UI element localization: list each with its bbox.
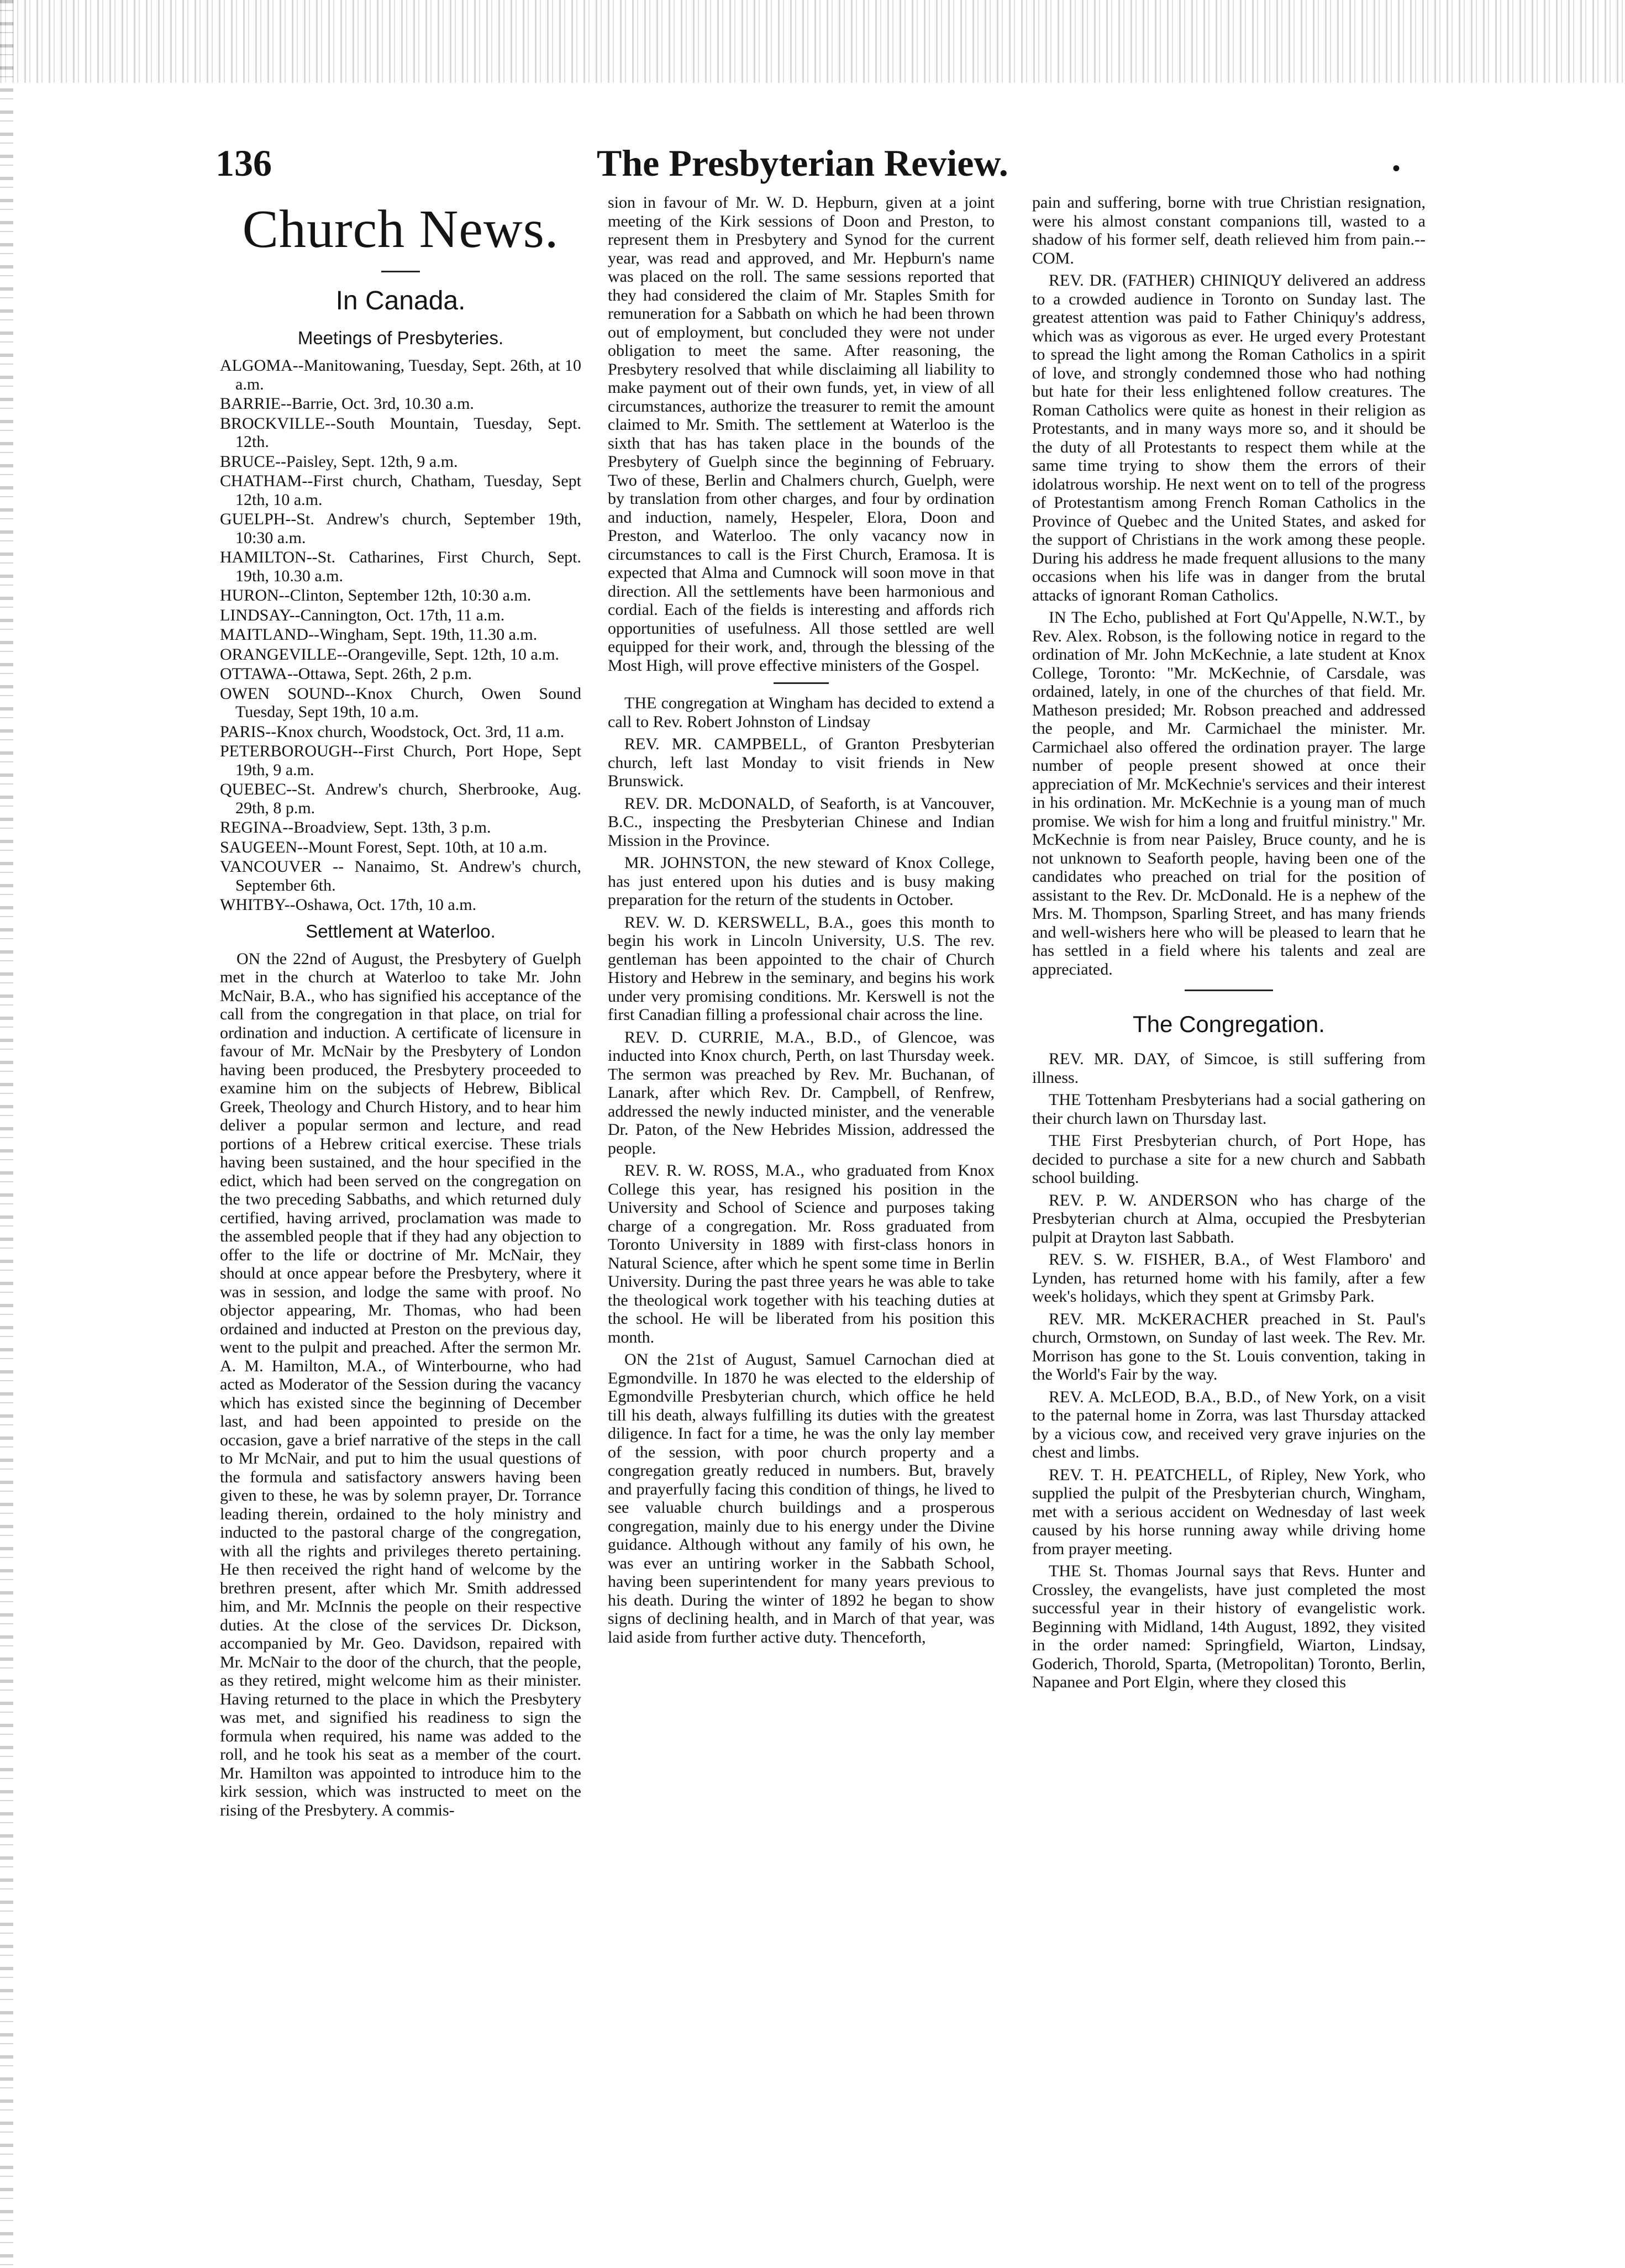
meeting-item: QUEBEC--St. Andrew's church, Sherbrooke, Aug. 29th, 8 p.m. [220,780,581,817]
news-item: IN The Echo, published at Fort Qu'Appelle, N.W.T., by Rev. Alex. Robson, is the following notice in regard to the ordination of Mr. John McKechnie, a late student at Knox College, Toronto: "Mr. McKechnie, of Carsdale, was ordained, lately, in one of the churches of that field. Mr. Matheson presided; Mr. Robson preached and addressed the people, and Mr. Carmichael the minister. Mr. Carmichael also offered the ordination prayer. The large number of people present showed at once their appreciation of Mr. McKechnie's services and their interest in his ordination. Mr. McKechnie is a young man of much promise. We wish for him a long and fruitful ministry." Mr. McKechnie is from near Paisley, Bruce county, and he is not unknown to Seaforth people, having been one of the candidates who preached on trial for the position of assistant to the Rev. Dr. McDonald. He is a nephew of the Mrs. M. Thompson, Sparling Street, and has many friends and well-wishers here who will be pleased to learn that he has settled in a field where his talents and zeal are appreciated. [1032,608,1426,978]
meeting-item: BROCKVILLE--South Mountain, Tuesday, Sept. 12th. [220,414,581,451]
news-item: ON the 21st of August, Samuel Carnochan died at Egmondville. In 1870 he was elected to the eldership of Egmondville Presbyterian church, which office he held till his death, always fulfilling its duties with the greatest diligence. In fact for a time, he was the only lay member of the session, with poor church property and a congregation greatly reduced in numbers. But, bravely and prayerfully facing this condition of things, he lived to see valuable church buildings and a prosperous congregation, mainly due to his energy under the Divine guidance. Although without any family of his own, he was ever an untiring worker in the Sabbath School, having been superintendent for many years previous to his death. During the winter of 1892 he began to show signs of declining health, and in March of that year, was laid aside from further active duty. Thenceforth, [608,1350,995,1646]
congregation-item: THE First Presbyterian church, of Port Hope, has decided to purchase a site for a new church and Sabbath school building. [1032,1132,1426,1187]
section-rule [1185,990,1273,991]
meeting-item: WHITBY--Oshawa, Oct. 17th, 10 a.m. [220,896,477,914]
meeting-item: BRUCE--Paisley, Sept. 12th, 9 a.m. [220,452,458,471]
news-item: MR. JOHNSTON, the new steward of Knox College, has just entered upon his duties and is busy making preparation for the return of the students in October. [608,854,995,909]
meeting-item: VANCOUVER -- Nanaimo, St. Andrew's church, September 6th. [220,857,581,894]
meeting-item: BARRIE--Barrie, Oct. 3rd, 10.30 a.m. [220,394,474,413]
congregation-item: REV. S. W. FISHER, B.A., of West Flamboro' and Lynden, has returned home with his family, after a few week's holidays, which they spent at Grimsby Park. [1032,1250,1426,1306]
page-title: Church News. [242,199,559,259]
title-rule [381,271,420,272]
congregation-item: THE Tottenham Presbyterians had a social gathering on their church lawn on Thursday last. [1032,1091,1426,1128]
column-3 [1032,193,1426,2238]
congregation-item: REV. MR. DAY, of Simcoe, is still suffering from illness. [1032,1050,1426,1087]
news-item: REV. R. W. ROSS, M.A., who graduated from Knox College this year, has resigned his position in the University and School of Science and purposes taking charge of a congregation. Mr. Ross graduated from Toronto University in 1889 with first-class honors in Natural Science, after which he spent some time in Berlin University. During the past three years he was able to take the theological work together with his teaching duties at the school. He will be liberated from his position this month. [608,1161,995,1346]
meeting-item: ALGOMA--Manitowaning, Tuesday, Sept. 26th, at 10 a.m. [220,356,581,393]
meeting-item: HURON--Clinton, September 12th, 10:30 a.m. [220,586,532,604]
meetings-heading: Meetings of Presbyteries. [297,328,504,348]
meeting-item: LINDSAY--Cannington, Oct. 17th, 11 a.m. [220,606,505,624]
scan-noise-left [0,0,13,2268]
meeting-item: OWEN SOUND--Knox Church, Owen Sound Tuesday, Sept 19th, 10 a.m. [220,684,581,721]
meeting-item: HAMILTON--St. Catharines, First Church, Sept. 19th, 10.30 a.m. [220,548,581,585]
news-item: REV. DR. McDONALD, of Seaforth, is at Vancouver, B.C., inspecting the Presbyterian Chinese and Indian Mission in the Province. [608,794,995,850]
congregation-item: REV. A. McLEOD, B.A., B.D., of New York, on a visit to the paternal home in Zorra, was last Thursday attacked by a vicious cow, and received very grave injuries on the chest and limbs. [1032,1387,1426,1461]
meetings-list [220,356,581,914]
meeting-item: GUELPH--St. Andrew's church, September 19th, 10:30 a.m. [220,510,581,547]
news-item: THE congregation at Wingham has decided to extend a call to Rev. Robert Johnston of Lindsay [608,694,995,731]
news-item: REV. DR. (FATHER) CHINIQUY delivered an address to a crowded audience in Toronto on Sunday last. The greatest attention was paid to Father Chiniquy's address, which was as vigorous as ever. He urged every Protestant to spread the light among the Roman Catholics in a spirit of love, and strongly condemned those who had nothing but hate for their less enlightened follow creatures. The Roman Catholics were quite as honest in their religion as Protestants, and in many ways more so, and it should be the duty of all Protestants to respect them while at the same time trying to show them the errors of their idolatrous worship. He next went on to tell of the progress of Protestantism among French Roman Catholics in the Province of Quebec and the United States, and asked for the support of Christians in the work among these people. During his address he made frequent allusions to the many occasions when his life was in danger from the brutal attacks of ignorant Roman Catholics. [1032,271,1426,604]
congregation-item: REV. T. H. PEATCHELL, of Ripley, New York, who supplied the pulpit of the Presbyterian church, Wingham, met with a serious accident on Wednesday of last week caused by his horse running away while driving home from prayer meeting. [1032,1465,1426,1558]
settlement-heading: Settlement at Waterloo. [306,920,496,941]
news-item: REV. W. D. KERSWELL, B.A., goes this month to begin his work in Lincoln University, U.S. The rev. gentleman has been appointed to the chair of Church History and Hebrew in the seminary, and begins his work under very promising conditions. Mr. Kerswell is not the first Canadian filling a professional chair across the line. [608,913,995,1024]
meeting-item: SAUGEEN--Mount Forest, Sept. 10th, at 10 a.m. [220,838,548,856]
congregation-item: THE St. Thomas Journal says that Revs. Hunter and Crossley, the evangelists, have just completed the most successful year in their history of evangelistic work. Beginning with Midland, 14th August, 1892, they visited in the order named: Springfield, Wiarton, Lindsay, Goderich, Thorold, Sparta, (Metropolitan) Toronto, Berlin, Napanee and Port Elgin, where they closed this [1032,1562,1426,1691]
meeting-item: REGINA--Broadview, Sept. 13th, 3 p.m. [220,818,491,836]
congregation-item: REV. MR. McKERACHER preached in St. Paul's church, Ormstown, on Sunday of last week. The Rev. Mr. Morrison has gone to the St. Louis convention, taking in the World's Fair by the way. [1032,1309,1426,1383]
meeting-item: PETERBOROUGH--First Church, Port Hope, Sept 19th, 9 a.m. [220,742,581,779]
settlement-article: ON the 22nd of August, the Presbytery of Guelph met in the church at Waterloo to take Mr. John McNair, B.A., who has signified his acceptance of the call from the congregation in that place, on trial for ordination and induction. A certificate of licensure in favour of Mr. McNair by the Presbytery of London having been produced, the Presbytery proceeded to examine him on the subjects of Hebrew, Biblical Greek, Theology and Church History, and to hear him deliver a popular sermon and lecture, and read portions of a Hebrew critical exercise. These trials having been sustained, and the hour specified in the edict, which had been served on the congregation on the two preceding Sabbaths, and which returned duly certified, having arrived, proclamation was made to the assembled people that if they had any objection to offer to the life or doctrine of Mr. McNair, they should at once appear before the Presbytery, where it was in session, and lodge the same with proof. No objector appearing, Mr. Thomas, who had been ordained and inducted at Preston on the previous day, went to the pulpit and preached. After the sermon Mr. A. M. Hamilton, M.A., of Winterbourne, who had acted as Moderator of the Session during the vacancy which has existed since the beginning of December last, and had been appointed to preside on the occasion, gave a brief narrative of the steps in the call to Mr McNair, and put to him the usual questions of the formula and satisfactory answers having been given to these, he was by solemn prayer, Dr. Torrance leading therein, ordained to the holy ministry and inducted to the pastoral charge of the congregation, with all the rights and privileges thereto pertaining. He then received the right hand of welcome by the brethren present, after which Mr. Smith addressed him, and Mr. McInnis the people on their respective duties. At the close of the services Dr. Dickson, accompanied by Mr. Geo. Davidson, repaired with Mr. McNair to the door of the church, that the people, as they retired, might welcome him as their minister. Having returned to the place in which the Presbytery was met, and signified his readiness to sign the formula when required, his name was added to the roll, and he took his seat as a member of the court. Mr. Hamilton was appointed to introduce him to the kirk session, which was instructed to meet on the rising of the Presbytery. A commis- [220,949,581,1819]
meeting-item: CHATHAM--First church, Chatham, Tuesday, Sept 12th, 10 a.m. [220,472,581,509]
page-number: 136 [215,142,272,184]
settlement-continued: sion in favour of Mr. W. D. Hepburn, given at a joint meeting of the Kirk sessions of Doon and Preston, to represent them in Presbytery and Synod for the current year, was read and approved, and Mr. Hepburn's name was placed on the roll. The same sessions reported that they had considered the claim of Mr. Staples Smith for remuneration for a Sabbath on which he had been thrown out of employment, but concluded they were not under obligation to meet the same. After reasoning, the Presbytery resolved that while disclaiming all liability to make payment out of their own funds, yet, in view of all circumstances, authorize the treasurer to remit the amount claimed to Mr. Smith. The settlement at Waterloo is the sixth that has has taken place in the bounds of the Presbytery of Guelph since the beginning of February. Two of these, Berlin and Chalmers church, Guelph, were by translation from other charges, and four by ordination and induction, namely, Hespeler, Elora, Doon and Preston, and Waterloo. The only vacancy now in circumstances to call is the First Church, Eramosa. It is expected that Alma and Cumnock will soon move in that direction. All the settlements have been harmonious and cordial. Each of the fields is interesting and affords rich opportunities of usefulness. All those settled are well equipped for their work, and, through the blessing of the Most High, will prove effective ministers of the Gospel. [608,193,995,675]
congregation-item: REV. P. W. ANDERSON who has charge of the Presbyterian church at Alma, occupied the Presbyterian pulpit at Drayton last Sabbath. [1032,1191,1426,1246]
page-header [199,133,1514,193]
column-2 [608,193,995,2238]
meeting-item: PARIS--Knox church, Woodstock, Oct. 3rd, 11 a.m. [220,722,565,741]
news-item: pain and suffering, borne with true Christian resignation, were his almost constant companions till, wasted to a shadow of his former self, death relieved him from pain.--COM. [1032,193,1426,267]
news-item: REV. MR. CAMPBELL, of Granton Presbyterian church, left last Monday to visit friends in New Brunswick. [608,735,995,790]
meeting-item: ORANGEVILLE--Orangeville, Sept. 12th, 10 a.m. [220,645,560,664]
scan-noise-top [0,0,1625,83]
news-item: REV. D. CURRIE, M.A., B.D., of Glencoe, was inducted into Knox church, Perth, on last Thursday week. The sermon was preached by Rev. Mr. Buchanan, of Lanark, after which Rev. Dr. Campbell, of Renfrew, addressed the newly inducted minister, and the venerable Dr. Paton, of the New Hebrides Mission, addressed the people. [608,1028,995,1157]
meeting-item: OTTAWA--Ottawa, Sept. 26th, 2 p.m. [220,665,472,683]
section-heading: In Canada. [335,286,466,315]
congregation-heading: The Congregation. [1133,1011,1325,1037]
running-title: The Presbyterian Review. [597,142,1008,184]
ink-dot: • [1392,156,1401,181]
column-1 [220,193,581,2238]
article-rule [774,682,829,684]
meeting-item: MAITLAND--Wingham, Sept. 19th, 11.30 a.m. [220,625,538,644]
